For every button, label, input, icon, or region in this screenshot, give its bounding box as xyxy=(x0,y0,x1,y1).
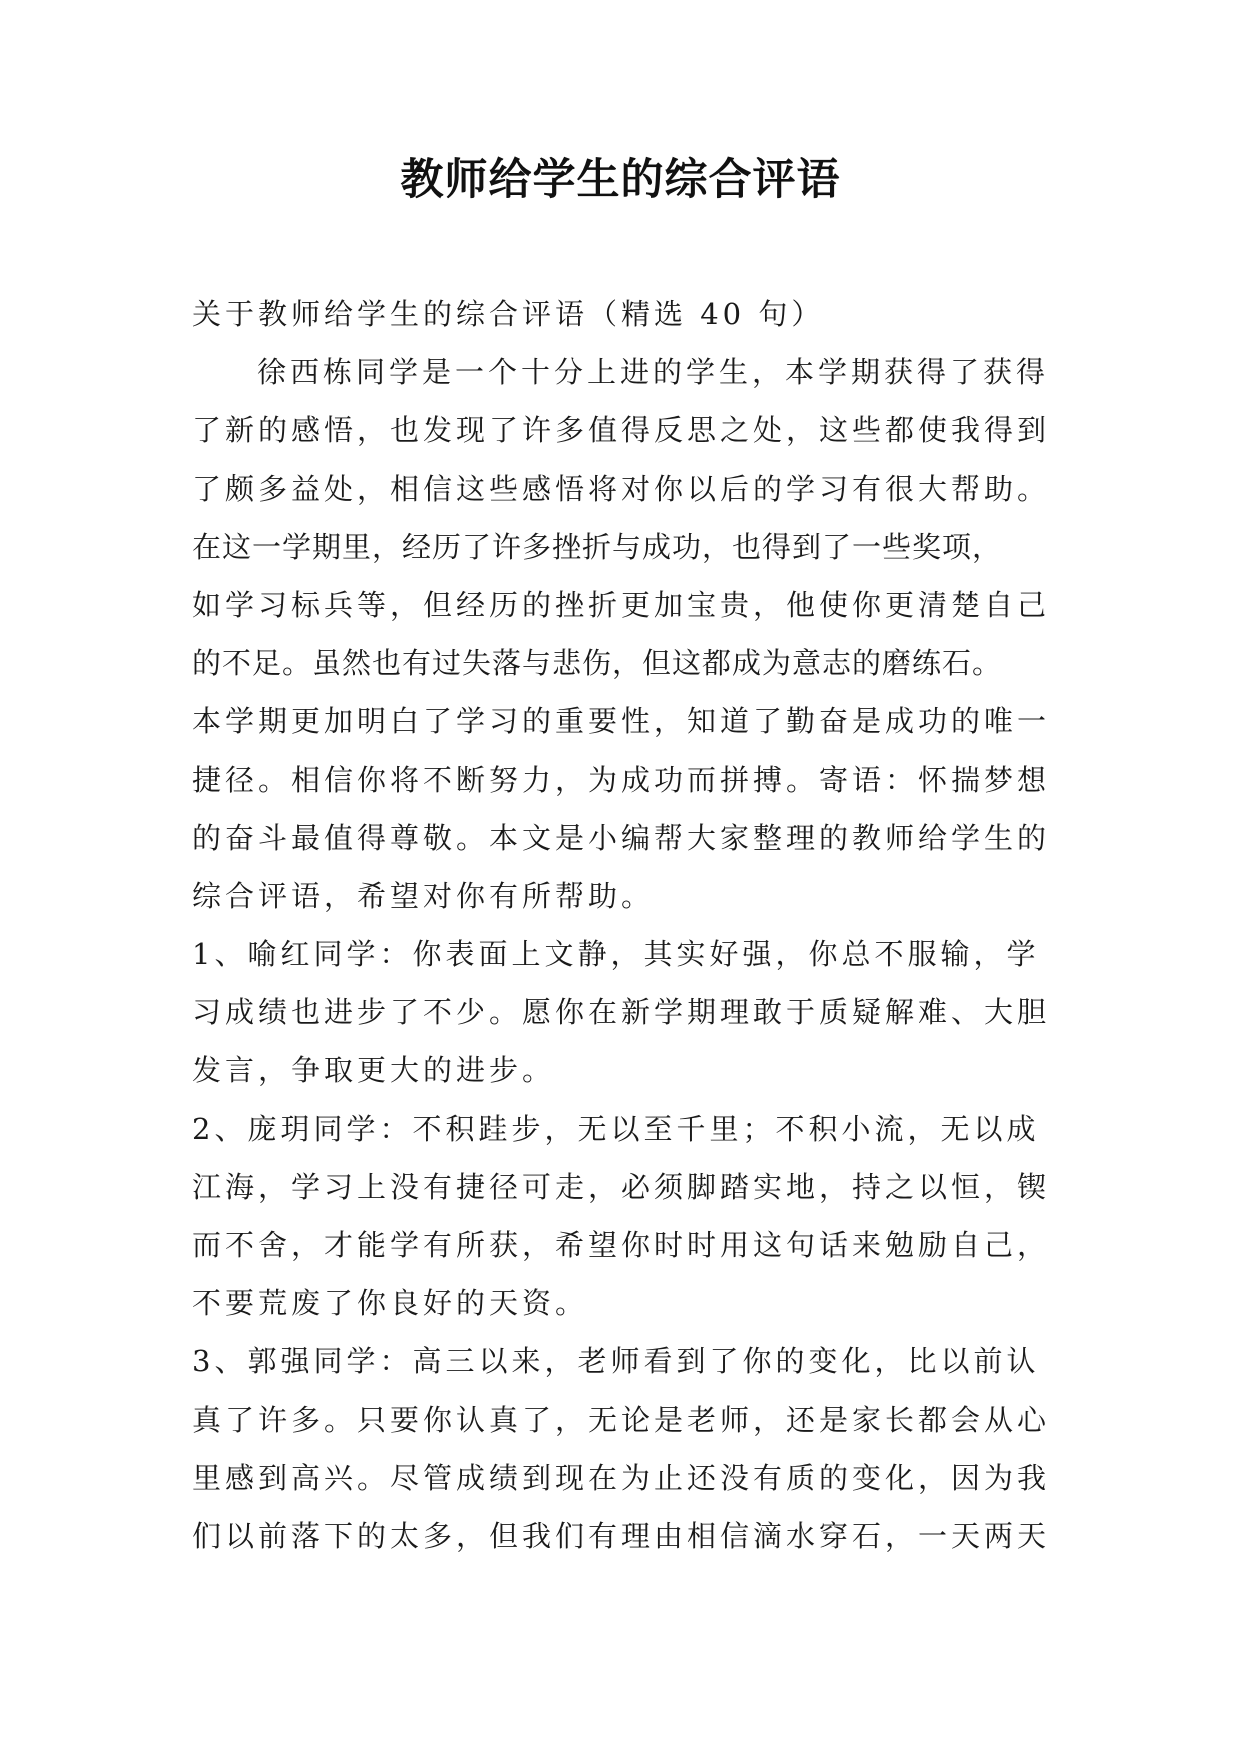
list-item-line: 真了许多。只要你认真了，无论是老师，还是家长都会从心 xyxy=(192,1402,1051,1437)
paragraph-line: 综合评语，希望对你有所帮助。 xyxy=(192,878,655,913)
paragraph-line: 了新的感悟，也发现了许多值得反思之处，这些都使我得到 xyxy=(192,413,1051,448)
list-item-line: 3、郭强同学：高三以来，老师看到了你的变化，比以前认 xyxy=(192,1344,1040,1379)
list-item-line: 习成绩也进步了不少。愿你在新学期理敢于质疑解难、大胆 xyxy=(192,995,1051,1030)
document-body xyxy=(192,285,1072,1565)
document-title: 教师给学生的综合评语 xyxy=(400,155,841,205)
list-item-line: 里感到高兴。尽管成绩到现在为止还没有质的变化，因为我 xyxy=(192,1460,1051,1495)
paragraph-line: 了颇多益处，相信这些感悟将对你以后的学习有很大帮助。 xyxy=(192,471,1051,506)
paragraph-line: 徐西栋同学是一个十分上进的学生，本学期获得了获得 xyxy=(257,355,1050,390)
paragraph-line: 的不足。虽然也有过失落与悲伤，但这都成为意志的磨练石。 xyxy=(192,646,1003,681)
subtitle-line: 关于教师给学生的综合评语（精选 40 句） xyxy=(192,297,825,331)
list-item-line: 不要荒废了你良好的天资。 xyxy=(192,1286,589,1321)
paragraph-line: 如学习标兵等，但经历的挫折更加宝贵，他使你更清楚自己 xyxy=(192,587,1051,622)
paragraph-line: 的奋斗最值得尊敬。本文是小编帮大家整理的教师给学生的 xyxy=(192,820,1051,855)
paragraph-line: 本学期更加明白了学习的重要性，知道了勤奋是成功的唯一 xyxy=(192,704,1051,739)
list-item-line: 而不舍，才能学有所获，希望你时时用这句话来勉励自己， xyxy=(192,1228,1051,1262)
list-item-line: 江海，学习上没有捷径可走，必须脚踏实地，持之以恒，锲 xyxy=(192,1169,1051,1204)
list-item-line: 1、喻红同学：你表面上文静，其实好强，你总不服输，学 xyxy=(192,937,1040,972)
list-item-line: 2、庞玥同学：不积跬步，无以至千里；不积小流，无以成 xyxy=(192,1111,1040,1146)
paragraph-line: 在这一学期里，经历了许多挫折与成功，也得到了一些奖项， xyxy=(192,529,1003,564)
paragraph-line: 捷径。相信你将不断努力，为成功而拼搏。寄语：怀揣梦想 xyxy=(192,762,1051,797)
list-item-line: 们以前落下的太多，但我们有理由相信滴水穿石，一天两天 xyxy=(192,1518,1051,1553)
list-item-line: 发言，争取更大的进步。 xyxy=(192,1053,556,1088)
